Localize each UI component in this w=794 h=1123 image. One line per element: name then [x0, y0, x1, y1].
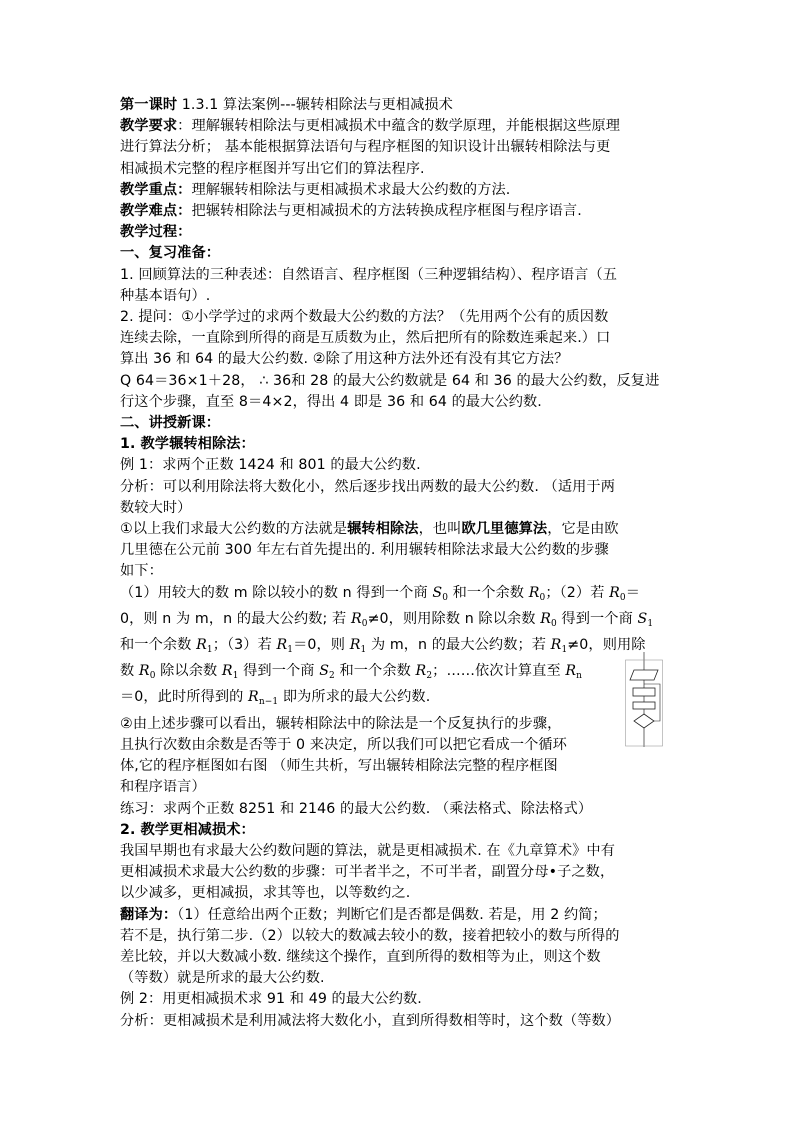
text-line: [120, 583, 680, 609]
text-run: 行这个步骤，直至 8＝4×2，得出 4 即是 36 和 64 的最大公约数.: [120, 393, 542, 410]
math-variable: [415, 663, 433, 682]
text-line: [120, 799, 680, 820]
text-line: [120, 265, 680, 286]
math-symbol: R: [565, 663, 577, 680]
text-run: 数较大时）: [120, 499, 192, 516]
math-variable: [637, 611, 653, 627]
bold-text: 第一课时: [120, 97, 178, 113]
text-line: [120, 1011, 680, 1032]
math-subscript: n: [576, 671, 583, 682]
text-run: 和一个余数: [448, 584, 529, 601]
text-run: 理解辗转相除法与更相减损术求最大公约数的方法.: [191, 181, 511, 198]
text-line: [120, 243, 680, 264]
math-subscript: 0: [539, 592, 546, 603]
flowchart-figure: [625, 652, 663, 747]
bold-text: 一、复习准备：: [120, 245, 221, 262]
text-line: [120, 687, 680, 713]
math-symbol: R: [248, 689, 259, 706]
text-line: [120, 820, 680, 841]
math-variable: [550, 637, 568, 656]
text-run: 得到一个商: [238, 663, 320, 680]
text-line: [120, 905, 680, 926]
math-symbol: R: [196, 637, 207, 654]
text-line: [120, 455, 680, 476]
bold-text: 翻译为：: [120, 906, 178, 923]
text-run: 差比较，并以大数减小数. 继续这个操作，直到所得的数相等为止，则这个数: [120, 948, 601, 965]
math-subscript: 1: [360, 645, 367, 656]
text-run: 数: [120, 663, 139, 680]
bold-text: 欧几里德算法: [461, 521, 548, 538]
text-line: [120, 116, 680, 137]
text-run: 体,它的程序框图如右图 （师生共析，写出辗转相除法完整的程序框图: [120, 758, 558, 775]
text-line: [120, 159, 680, 180]
text-line: [120, 561, 680, 582]
text-run: ②由上述步骤可以看出，辗转相除法中的除法是一个反复执行的步骤，: [120, 715, 562, 732]
math-subscript: 0: [149, 671, 156, 682]
text-run: 0，则 n 为 m，n 的最大公约数; 若: [120, 610, 351, 627]
text-run: 且执行次数由余数是否等于 0 来决定，所以我们可以把它看成一个循环: [120, 736, 567, 753]
text-run: 和一个余数: [334, 663, 416, 680]
text-run: 1. 回顾算法的三种表述：自然语言、程序框图（三种逻辑结构）、程序语言（五: [120, 266, 618, 283]
math-symbol: R: [550, 637, 562, 654]
bold-text: 教学难点：: [120, 203, 192, 220]
text-run: ，也叫: [418, 521, 462, 538]
text-run: 连续去除，一直除到所得的商是互质数为止，然后把所有的除数连乘起来.）口: [120, 330, 611, 347]
math-subscript: 1: [232, 671, 239, 682]
math-subscript: 0: [361, 618, 368, 629]
math-subscript: n−1: [258, 697, 279, 708]
text-run: ：理解辗转相除法与更相减损术中蕴含的数学原理，并能根据这些原理: [177, 118, 621, 135]
text-line: [120, 222, 680, 243]
text-line: [120, 883, 680, 904]
text-run: ，它是由欧: [547, 521, 619, 538]
text-run: ＝0，此时所得到的: [120, 689, 249, 706]
math-subscript: 2: [329, 671, 335, 682]
text-run: 若不是，执行第二步.（2）以较大的数减去较小的数，接着把较小的数与所得的: [120, 927, 620, 944]
math-subscript: 0: [550, 618, 557, 629]
text-run: ；（3）若: [212, 637, 277, 654]
text-line: [120, 777, 680, 798]
text-run: 和程序语言）: [120, 779, 206, 796]
text-run: （等数）就是所求的最大公约数.: [120, 970, 325, 987]
document-body: [120, 95, 680, 1032]
text-run: 如下：: [120, 563, 163, 580]
bold-text: 2. 教学更相减损术：: [120, 821, 255, 838]
text-run: Q 64＝36×1＋28， ∴ 36和 28 的最大公约数就是 64 和 36 的最大公约数，反复进: [120, 372, 660, 389]
text-line: [120, 926, 680, 947]
math-variable: [221, 663, 239, 682]
math-symbol: R: [349, 637, 361, 654]
text-run: ；……依次计算直至: [432, 663, 566, 680]
math-symbol: R: [415, 663, 427, 680]
text-run: 和一个余数: [120, 637, 197, 654]
text-run: 1.3.1 算法案例---辗转相除法与更相减损术: [177, 97, 453, 113]
bold-text: 1. 教学辗转相除法：: [120, 436, 255, 453]
text-run: 得到一个商: [556, 610, 638, 627]
text-run: 把辗转相除法与更相减损术的方法转换成程序框图与程序语言.: [191, 203, 582, 220]
text-run: 我国早期也有求最大公约数问题的算法，就是更相减损术. 在《九章算术》中有: [120, 842, 615, 859]
text-run: 分析：更相减损术是利用减法将大数化小，直到所得数相等时，这个数（等数）: [120, 1012, 621, 1029]
bold-text: 二、讲授新课：: [120, 415, 221, 432]
text-line: [120, 328, 680, 349]
math-variable: [529, 585, 546, 601]
math-subscript: 0: [442, 592, 449, 603]
math-subscript: 1: [287, 645, 294, 656]
text-run: 更相减损术求最大公约数的步骤：可半者半之，不可半者，副置分母•子之数，: [120, 864, 615, 881]
text-line: [120, 841, 680, 862]
math-variable: [349, 637, 367, 656]
text-run: 为 m，n 的最大公约数；若: [366, 637, 551, 654]
text-run: （1）任意给出两个正数；判断它们是否都是偶数. 若是，用 2 约简；: [177, 906, 607, 923]
math-subscript: 1: [561, 645, 568, 656]
math-symbol: S: [432, 584, 443, 601]
math-symbol: R: [528, 584, 540, 601]
text-run: ①以上我们求最大公约数的方法就是: [120, 521, 348, 538]
math-symbol: S: [319, 663, 330, 680]
text-line: [120, 201, 680, 222]
text-run: 2. 提问：①小学学过的求两个数最大公约数的方法？（先用两个公有的质因数: [120, 309, 609, 326]
math-variable: [565, 663, 583, 682]
text-run: 相减损术完整的程序框图并写出它们的算法程序.: [120, 160, 425, 177]
text-line: [120, 286, 680, 307]
text-run: 除以余数: [155, 663, 222, 680]
math-subscript: 1: [647, 618, 654, 629]
text-line: [120, 371, 680, 392]
text-line: [120, 392, 680, 413]
text-line: [120, 180, 680, 201]
text-run: 种基本语句）.: [120, 287, 211, 304]
math-subscript: 2: [426, 671, 433, 682]
text-line: [120, 477, 680, 498]
text-run: 例 1：求两个正数 1424 和 801 的最大公约数.: [120, 457, 421, 474]
math-symbol: R: [276, 637, 288, 654]
math-variable: [432, 585, 448, 601]
text-line: [120, 989, 680, 1010]
math-subscript: 1: [206, 645, 213, 656]
text-run: 几里德在公元前 300 年左右首先提出的. 利用辗转相除法求最大公约数的步骤: [120, 542, 609, 559]
math-variable: [540, 611, 557, 627]
text-run: 练习：求两个正数 8251 和 2146 的最大公约数. （乘法格式、除法格式）: [120, 800, 593, 817]
text-line: [120, 95, 680, 116]
math-variable: [276, 637, 294, 656]
text-line: [120, 714, 680, 735]
text-line: [120, 307, 680, 328]
text-line: [120, 947, 680, 968]
math-variable: [351, 611, 368, 627]
text-line: [120, 756, 680, 777]
text-line: [120, 735, 680, 756]
text-run: 算出 36 和 64 的最大公约数. ②除了用这种方法外还有没有其它方法？: [120, 351, 569, 368]
text-run: 分析：可以利用除法将大数化小，然后逐步找出两数的最大公约数. （适用于两: [120, 478, 615, 495]
math-variable: [138, 663, 156, 682]
math-symbol: R: [138, 663, 150, 680]
text-run: 例 2：用更相减损术求 91 和 49 的最大公约数.: [120, 991, 422, 1008]
text-run: （1）用较大的数 m 除以较小的数 n 得到一个商: [120, 584, 433, 601]
text-line: [120, 434, 680, 455]
math-symbol: R: [221, 663, 233, 680]
text-run: 即为所求的最大公约数.: [278, 689, 431, 706]
math-symbol: S: [637, 610, 648, 627]
text-run: 以少减多，更相减损，求其等也，以等数约之.: [120, 885, 411, 902]
text-line: [120, 968, 680, 989]
bold-text: 教学过程：: [120, 224, 192, 241]
math-variable: [609, 585, 626, 601]
text-line: [120, 137, 680, 158]
text-run: ≠0，则用除: [567, 637, 646, 654]
math-symbol: R: [350, 610, 362, 627]
text-line: [120, 862, 680, 883]
bold-text: 教学重点：: [120, 181, 192, 198]
text-line: [120, 519, 680, 540]
text-line: [120, 413, 680, 434]
bold-text: 辗转相除法: [347, 521, 419, 538]
math-symbol: R: [609, 584, 620, 601]
text-run: ≠0，则用除数 n 除以余数: [367, 610, 541, 627]
bold-text: 教学要求: [120, 118, 178, 135]
text-line: [120, 609, 680, 635]
math-variable: [319, 663, 335, 682]
text-run: 进行算法分析； 基本能根据算法语句与程序框图的知识设计出辗转相除法与更: [120, 139, 611, 156]
math-symbol: R: [540, 610, 551, 627]
text-line: [120, 498, 680, 519]
text-line: [120, 349, 680, 370]
text-line: [120, 635, 680, 661]
text-run: ＝: [625, 584, 641, 601]
math-variable: [248, 689, 279, 708]
text-run: ＝0，则: [293, 637, 350, 654]
text-run: ；（2）若: [545, 584, 610, 601]
math-variable: [196, 637, 213, 656]
text-line: [120, 661, 680, 687]
math-subscript: 0: [619, 592, 626, 603]
text-line: [120, 540, 680, 561]
